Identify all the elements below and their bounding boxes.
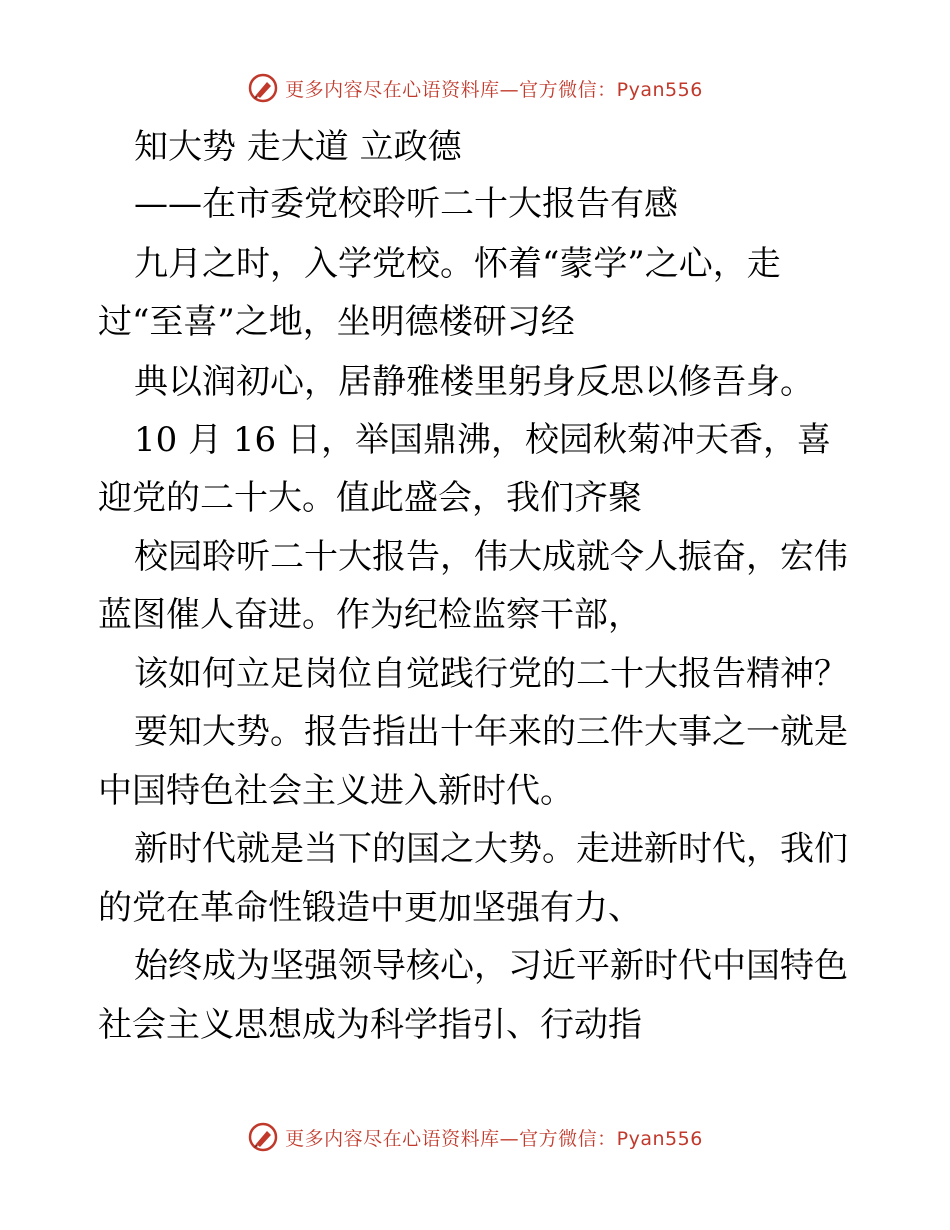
header-banner-handle: Pyan556	[616, 78, 703, 101]
paragraph-line: 要知大势。报告指出十年来的三件大事之一就是	[134, 712, 848, 752]
footer-banner-text: 更多内容尽在心语资料库—官方微信：Pyan556	[285, 1127, 703, 1150]
pen-logo-icon	[247, 72, 279, 104]
paragraph-line: 始终成为坚强领导核心，习近平新时代中国特色	[134, 946, 848, 986]
document-title: 知大势 走大道 立政德	[134, 127, 462, 167]
header-banner	[0, 72, 950, 104]
document-subtitle: ——在市委党校聆听二十大报告有感	[134, 184, 678, 224]
paragraph-line: 九月之时，入学党校。怀着“蒙学”之心，走	[134, 244, 781, 284]
footer-banner	[0, 1121, 950, 1153]
paragraph-line: 校园聆听二十大报告，伟大成就令人振奋，宏伟	[134, 537, 848, 577]
paragraph-line: 迎党的二十大。值此盛会，我们齐聚	[98, 478, 642, 518]
footer-banner-handle: Pyan556	[616, 1127, 703, 1150]
paragraph-line: 10 月 16 日，举国鼎沸，校园秋菊冲天香，喜	[134, 420, 831, 460]
header-banner-text: 更多内容尽在心语资料库—官方微信：Pyan556	[285, 78, 703, 101]
paragraph-line: 社会主义思想成为科学指引、行动指	[98, 1005, 642, 1045]
paragraph-line: 新时代就是当下的国之大势。走进新时代，我们	[134, 829, 848, 869]
paragraph-line: 该如何立足岗位自觉践行党的二十大报告精神？	[134, 654, 848, 694]
pen-logo-icon	[247, 1121, 279, 1153]
paragraph-line: 蓝图催人奋进。作为纪检监察干部，	[98, 595, 642, 635]
paragraph-line: 的党在革命性锻造中更加坚强有力、	[98, 888, 642, 928]
paragraph-line: 中国特色社会主义进入新时代。	[98, 771, 574, 811]
paragraph-line: 典以润初心，居静雅楼里躬身反思以修吾身。	[134, 362, 814, 402]
paragraph-line: 过“至喜”之地，坐明德楼研习经	[98, 302, 575, 342]
